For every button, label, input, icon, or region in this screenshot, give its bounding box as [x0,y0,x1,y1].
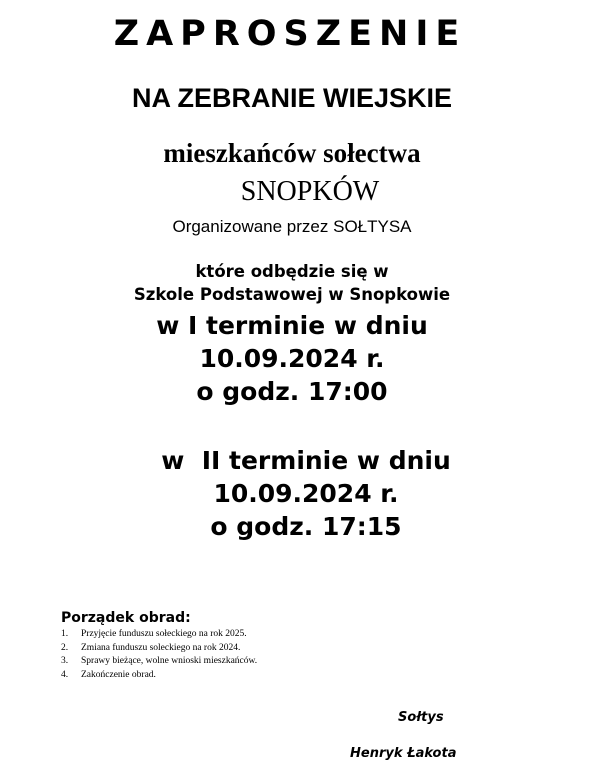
agenda-item-number: 3. [61,656,69,666]
residents-line: mieszkańców sołectwa [163,138,421,168]
agenda-item [61,642,257,656]
agenda-item-text: Zakończenie obrad. [81,669,156,680]
organizer-line: Organizowane przez SOŁTYSA [172,217,412,236]
invitation-title: ZAPROSZENIE [113,14,467,54]
first-term-time: o godz. 17:00 [196,377,388,406]
meeting-subtitle: NA ZEBRANIE WIEJSKIE [131,83,453,113]
first-term-label: w I terminie w dniu [156,311,428,340]
venue-intro: które odbędzie się w [195,262,389,281]
signature-role: Sołtys [398,710,444,725]
first-term-date: 10.09.2024 r. [199,344,385,373]
agenda-item-text: Sprawy bieżące, wolne wnioski mieszkańców. [81,656,258,666]
second-term-label: w II terminie w dniu [161,446,451,475]
agenda-item [61,628,257,642]
village-name: SNOPKÓW [240,176,380,207]
second-term-time: o godz. 17:15 [210,512,402,541]
agenda-list [61,628,257,682]
signature-name: Henryk Łakota [350,746,457,761]
agenda-item [61,655,257,669]
agenda-item-number: 2. [61,642,69,653]
second-term-date: 10.09.2024 r. [213,479,399,508]
agenda-heading: Porządek obrad: [61,610,191,626]
agenda-item-text: Przyjęcie funduszu sołeckiego na rok 2025. [81,629,247,639]
agenda-item [61,669,257,683]
venue-name: Szkole Podstawowej w Snopkowie [133,285,451,304]
agenda-item-text: Zmiana funduszu soleckiego na rok 2024. [81,642,241,653]
agenda-item-number: 1. [61,629,69,639]
agenda-item-number: 4. [61,669,69,680]
